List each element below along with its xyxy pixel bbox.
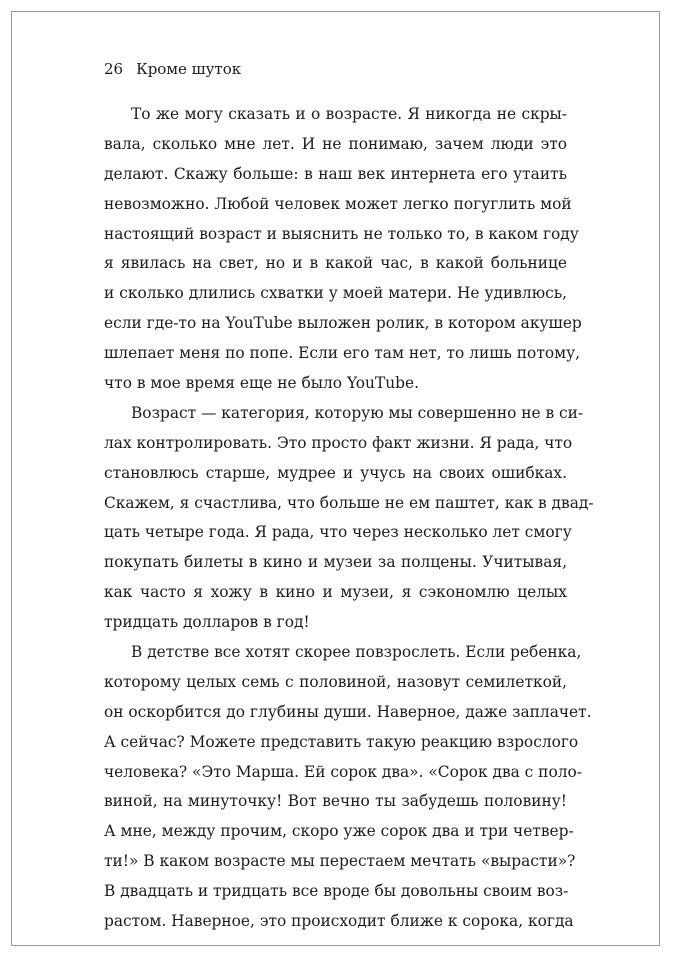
text-line: ти!» В каком возрасте мы перестаем мечтать «вырасти»? [104, 852, 576, 871]
text-line: я явилась на свет, но и в какой час, в какой больнице [104, 254, 567, 273]
text-line: цать четыре года. Я рада, что через несколько лет смогу [104, 523, 572, 542]
text-line: которому целых семь с половиной, назовут семилеткой, [104, 672, 567, 691]
text-line: невозможно. Любой человек может легко погуглить мой [104, 194, 572, 213]
text-line: тридцать долларов в год! [104, 613, 310, 632]
text-line: Скажем, я счастлива, что больше не ем паштет, как в двад- [104, 493, 594, 512]
text-line: А мне, между прочим, скоро уже сорок два и три четвер- [104, 822, 574, 841]
text-line: покупать билеты в кино и музеи за полцены. Учитывая, [104, 553, 567, 572]
text-line: делают. Скажу больше: в наш век интернета его утаить [104, 164, 567, 183]
book-title: Кроме шуток [136, 60, 242, 78]
text-line: настоящий возраст и выяснить не только то, в каком году [104, 224, 579, 243]
text-line: В двадцать и тридцать все вроде бы довольны своим воз- [104, 882, 569, 901]
text-line: становлюсь старше, мудрее и учусь на своих ошибках. [104, 463, 567, 482]
text-line: В детстве все хотят скорее повзрослеть. Если ребенка, [131, 643, 582, 662]
text-line: если где-то на YouTube выложен ролик, в котором акушер [104, 314, 582, 333]
text-line: и сколько длились схватки у моей матери. Не удивлюсь, [104, 284, 567, 303]
text-line: что в мое время еще не было YouTube. [104, 374, 419, 393]
text-line: человека? «Это Марша. Ей сорок два». «Сорок два с поло- [104, 762, 582, 781]
text-line: вала, сколько мне лет. И не понимаю, зачем люди это [104, 134, 567, 153]
text-line: Возраст — категория, которую мы совершенно не в си- [131, 403, 584, 422]
text-line: То же могу сказать и о возрасте. Я никогда не скры- [131, 105, 567, 123]
text-line: он оскорбится до глубины души. Наверное, даже заплачет. [104, 702, 592, 721]
text-line: виной, на минуточку! Вот вечно ты забудешь половину! [104, 792, 567, 811]
text-line: А сейчас? Можете представить такую реакцию взрослого [104, 732, 579, 751]
running-head [104, 59, 241, 79]
body-text [104, 100, 594, 937]
page-number: 26 [104, 60, 124, 78]
text-line: шлепает меня по попе. Если его там нет, то лишь потому, [104, 344, 581, 363]
text-line: лах контролировать. Это просто факт жизни. Я рада, что [104, 433, 573, 452]
text-line: как часто я хожу в кино и музеи, я сэкономлю целых [104, 583, 567, 602]
text-line: растом. Наверное, это происходит ближе к сорока, когда [104, 912, 574, 931]
